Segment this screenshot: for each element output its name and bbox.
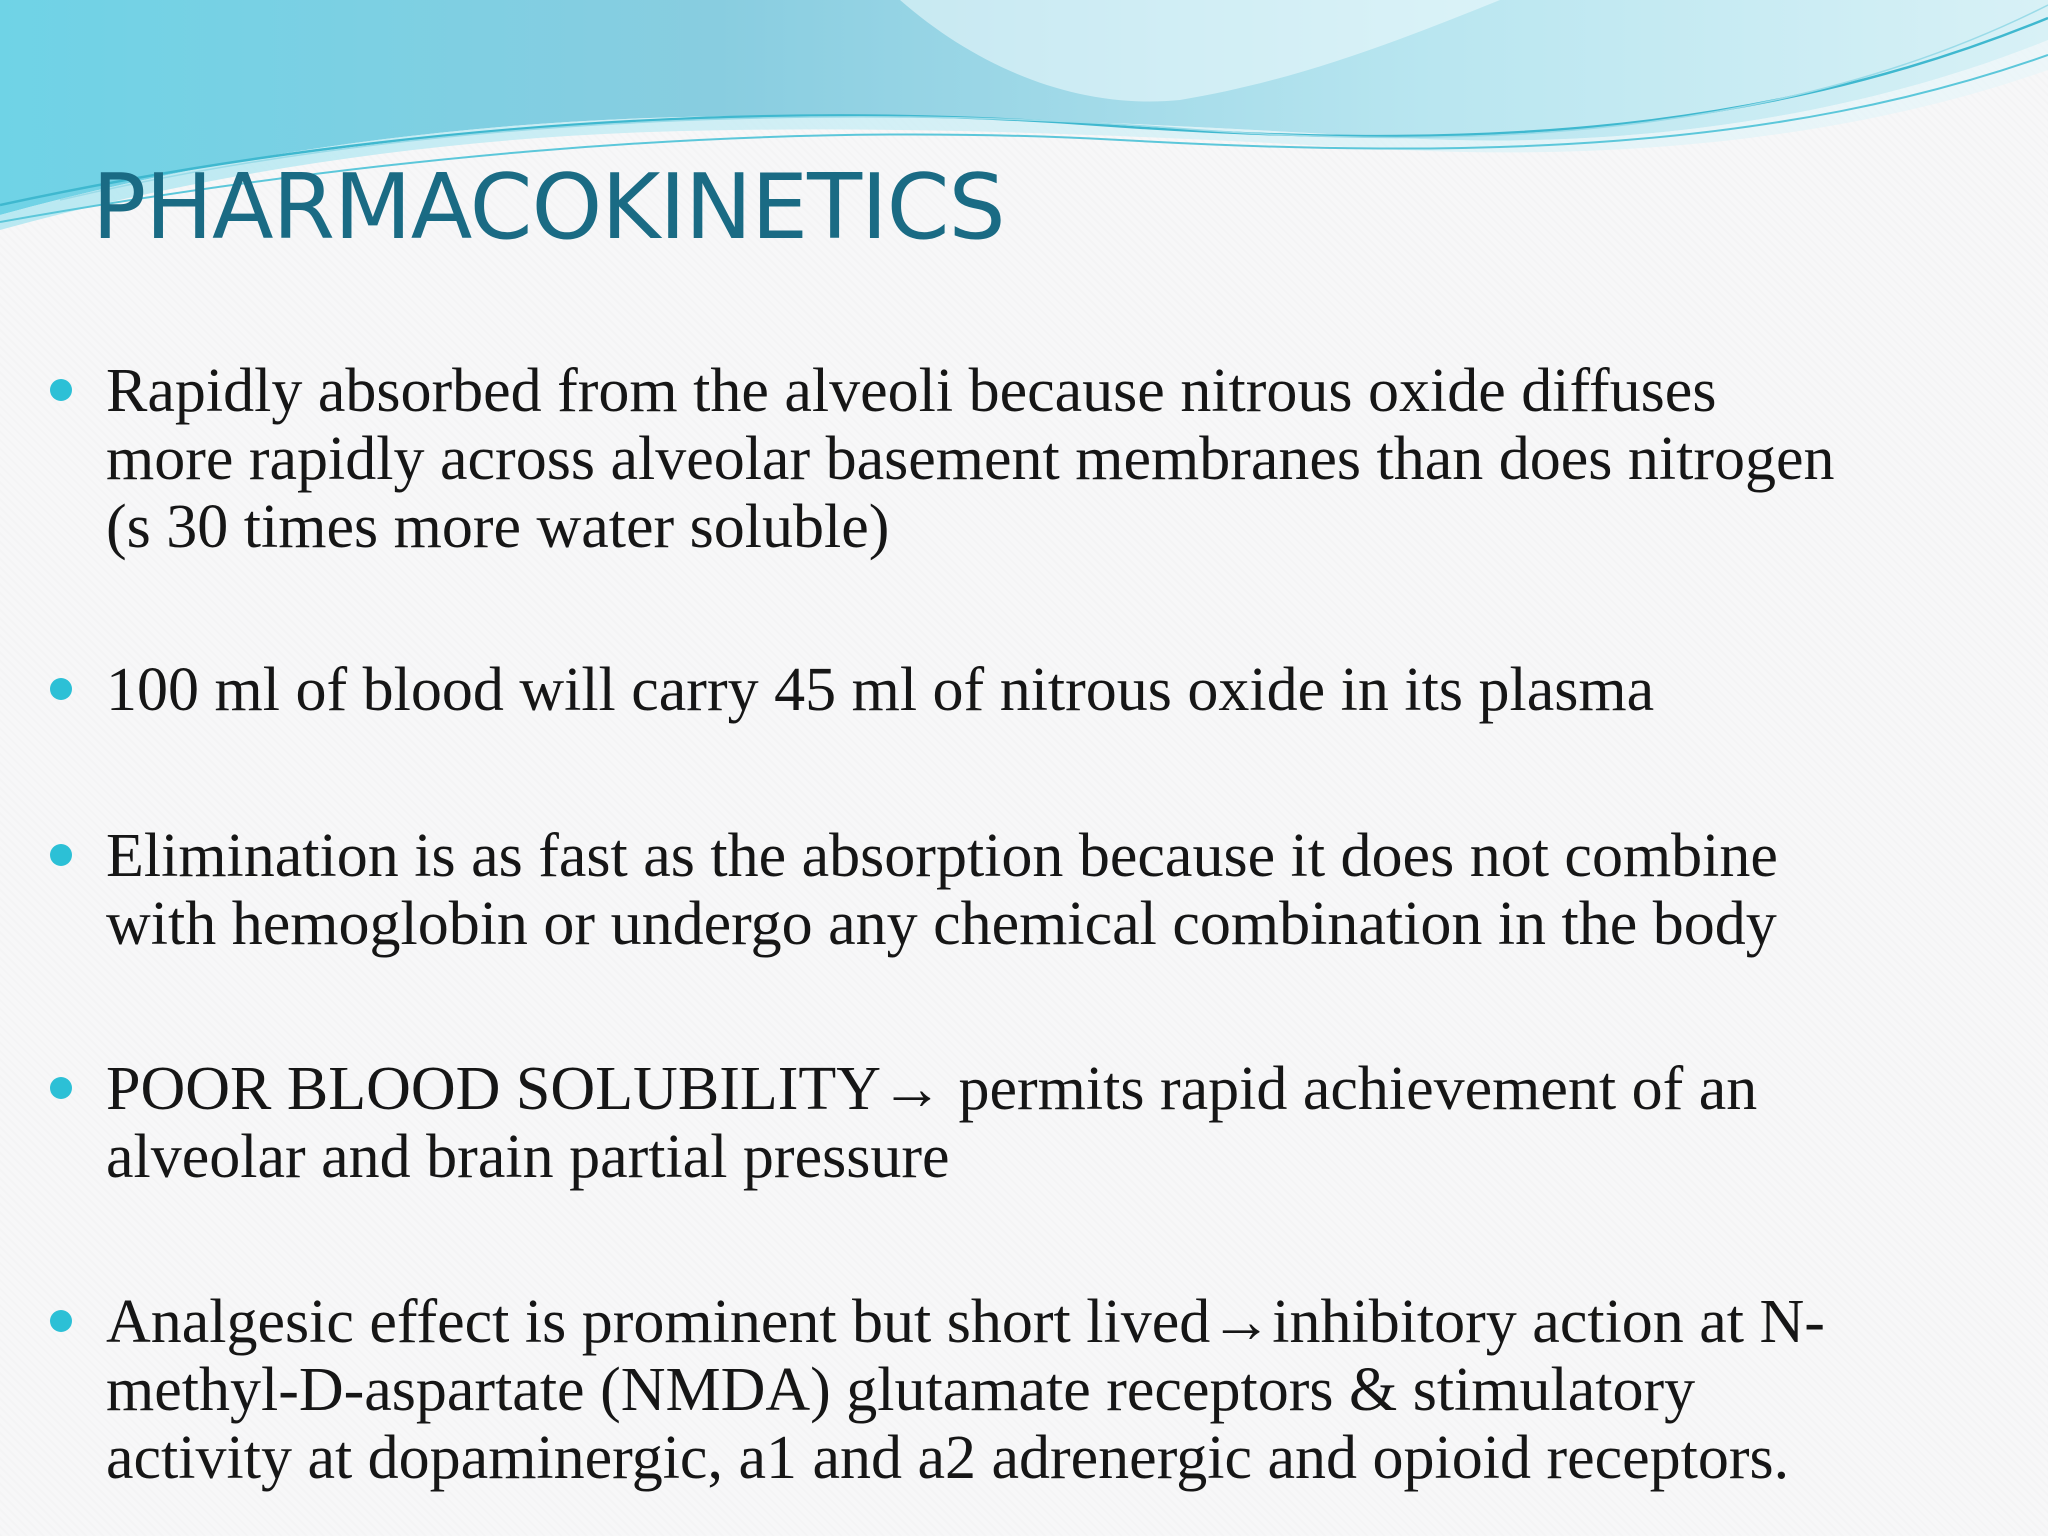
bullet-dot-icon xyxy=(50,1077,72,1099)
slide-title: PHARMACOKINETICS xyxy=(92,155,1005,260)
bullet-line: methyl-D-aspartate (NMDA) glutamate receptors & stimulatory xyxy=(106,1356,1696,1424)
bullet-line: Rapidly absorbed from the alveoli because nitrous oxide diffuses xyxy=(106,357,1717,425)
bullet-line: Elimination is as fast as the absorption because it does not combine xyxy=(106,822,1778,890)
bullet-line: more rapidly across alveolar basement membranes than does nitrogen xyxy=(106,425,1835,493)
bullet-item xyxy=(106,357,2006,561)
bullet-line: (s 30 times more water soluble) xyxy=(106,493,890,561)
bullet-line: Analgesic effect is prominent but short lived→inhibitory action at N- xyxy=(106,1288,1825,1356)
bullet-dot-icon xyxy=(50,678,72,700)
bullet-item xyxy=(106,656,2006,724)
bullet-line: with hemoglobin or undergo any chemical combination in the body xyxy=(106,890,1777,958)
bullet-dot-icon xyxy=(50,844,72,866)
bullet-line: POOR BLOOD SOLUBILITY→ permits rapid achievement of an xyxy=(106,1055,1758,1123)
bullet-item xyxy=(106,1288,2006,1492)
bullet-dot-icon xyxy=(50,1310,72,1332)
bullet-item xyxy=(106,822,2006,958)
bullet-item xyxy=(106,1055,2006,1191)
bullet-line: 100 ml of blood will carry 45 ml of nitrous oxide in its plasma xyxy=(106,656,1655,724)
bullet-dot-icon xyxy=(50,379,72,401)
bullet-line: alveolar and brain partial pressure xyxy=(106,1123,950,1191)
bullet-line: activity at dopaminergic, a1 and a2 adrenergic and opioid receptors. xyxy=(106,1424,1790,1492)
